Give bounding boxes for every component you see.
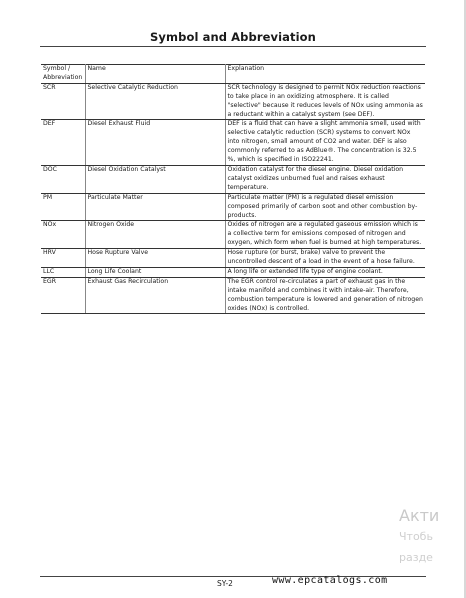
page-number: SY-2 (217, 579, 233, 588)
table-row (41, 120, 425, 166)
symbol-cell: DOC (41, 165, 85, 193)
table-row (41, 221, 425, 249)
explanation-cell: Oxides of nitrogen are a regulated gaseous emission which is a collective term for emissions composed of nitrogen and oxygen, which form when fuel is burned at high temperatures. (225, 221, 425, 249)
table-header-row (41, 65, 425, 84)
name-cell: Diesel Exhaust Fluid (85, 120, 225, 166)
table-row (41, 165, 425, 193)
explanation-cell: Hose rupture (or burst, brake) valve to prevent the uncontrolled descent of a load in the event of a hose failure. (225, 249, 425, 268)
name-cell: Hose Rupture Valve (85, 249, 225, 268)
symbol-cell: NOx (41, 221, 85, 249)
watermark-line: Чтобь (399, 530, 433, 543)
symbol-cell: SCR (41, 83, 85, 120)
symbol-cell: LLC (41, 267, 85, 277)
explanation-cell: A long life or extended life type of engine coolant. (225, 267, 425, 277)
table-row (41, 267, 425, 277)
table-row (41, 277, 425, 314)
symbol-cell: HRV (41, 249, 85, 268)
table-body (41, 83, 425, 314)
column-header-name: Name (85, 65, 225, 84)
watermark-line: Акти (399, 506, 440, 525)
column-header-explanation: Explanation (225, 65, 425, 84)
explanation-cell: The EGR control re-circulates a part of exhaust gas in the intake manifold and combines it with intake-air. Therefore, combustion temperature is lowered and generation of nitrogen oxides (NOx) is controlled. (225, 277, 425, 314)
explanation-cell: DEF is a fluid that can have a slight ammonia smell, used with selective catalytic reduction (SCR) systems to convert NOx into nitrogen, small amount of CO2 and water. DEF is also commonly referred to as AdBlue®. The concentration is 32.5 %, which is specified in ISO22241. (225, 120, 425, 166)
explanation-cell: SCR technology is designed to permit NOx reduction reactions to take place in an oxidizing atmosphere. It is called "selective" because it reduces levels of NOx using ammonia as a reductant within a catalyst system (see DEF). (225, 83, 425, 120)
explanation-cell: Particulate matter (PM) is a regulated diesel emission composed primarily of carbon soot and other combustion by-products. (225, 193, 425, 221)
symbol-cell: DEF (41, 120, 85, 166)
watermark-line: разде (399, 551, 433, 564)
symbol-cell: PM (41, 193, 85, 221)
explanation-cell: Oxidation catalyst for the diesel engine. Diesel oxidation catalyst oxidizes unburned fuel and raises exhaust temperature. (225, 165, 425, 193)
name-cell: Particulate Matter (85, 193, 225, 221)
table-row (41, 193, 425, 221)
name-cell: Diesel Oxidation Catalyst (85, 165, 225, 193)
name-cell: Exhaust Gas Recirculation (85, 277, 225, 314)
name-cell: Long Life Coolant (85, 267, 225, 277)
symbol-cell: EGR (41, 277, 85, 314)
title-divider (40, 46, 426, 47)
abbreviation-table (41, 64, 425, 314)
column-header-symbol: Symbol / Abbreviation (41, 65, 85, 84)
site-url-link[interactable]: www.epcatalogs.com (272, 575, 388, 586)
name-cell: Selective Catalytic Reduction (85, 83, 225, 120)
page-title: Symbol and Abbreviation (150, 30, 316, 44)
name-cell: Nitrogen Oxide (85, 221, 225, 249)
table-row (41, 249, 425, 268)
table-row (41, 83, 425, 120)
